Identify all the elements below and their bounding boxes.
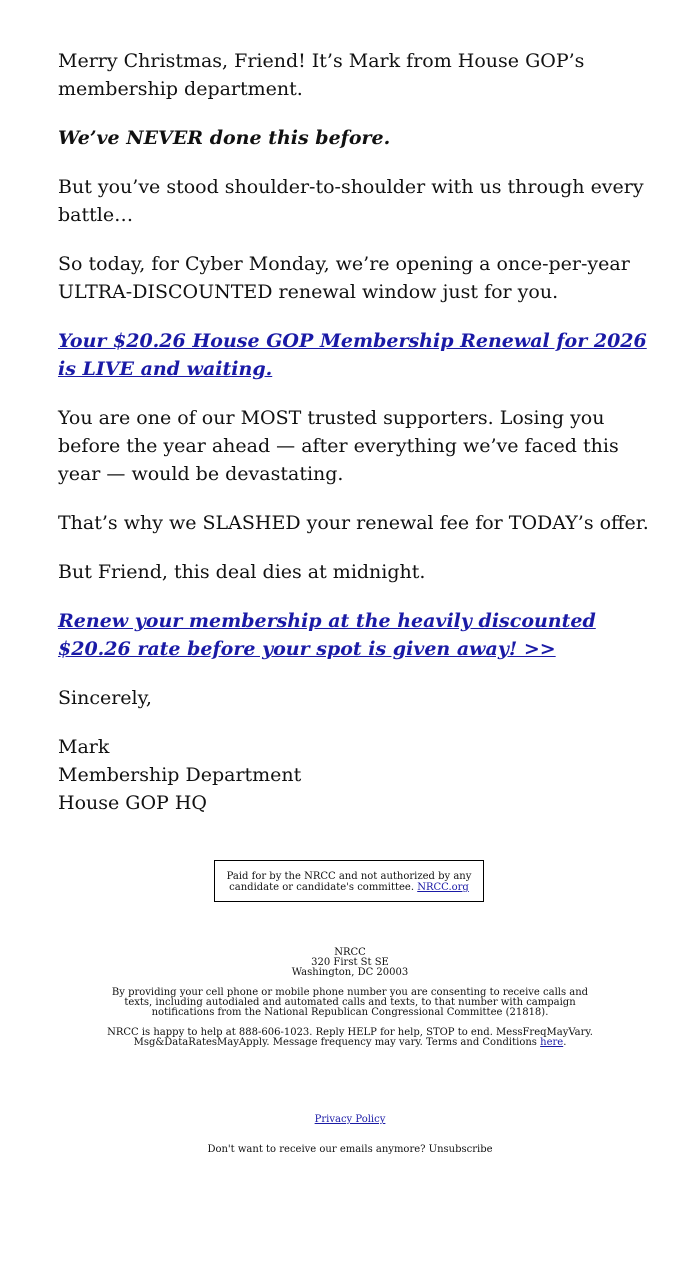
shoulder-paragraph: But you’ve stood shoulder-to-shoulder with us through every battle… <box>58 176 644 226</box>
help-text: NRCC is happy to help at 888-606-1023. Reply HELP for help, STOP to end. MessFreqMayVary. Msg&DataRatesMayApply. Message frequency may vary. Terms and Conditions <box>107 1027 593 1048</box>
never-done-heading: We’ve NEVER done this before. <box>58 127 391 149</box>
cyber-monday-paragraph: So today, for Cyber Monday, we’re opening a once-per-year ULTRA-DISCOUNTED renewal window just for you. <box>58 253 630 303</box>
cta2-paragraph <box>58 607 658 663</box>
greeting-paragraph: Merry Christmas, Friend! It’s Mark from House GOP’s membership department. <box>58 50 585 100</box>
slashed-paragraph: That’s why we SLASHED your renewal fee for TODAY’s offer. <box>58 512 649 534</box>
closing-paragraph: Sincerely, <box>58 687 152 709</box>
footer-street: 320 First St SE <box>311 957 389 968</box>
signature-department: Membership Department <box>58 764 302 786</box>
unsubscribe-text[interactable]: Don't want to receive our emails anymore? Unsubscribe <box>207 1144 493 1155</box>
footer-consent <box>100 988 600 1018</box>
help-end: . <box>563 1037 567 1048</box>
renewal-live-link[interactable]: Your $20.26 House GOP Membership Renewal for 2026 is LIVE and waiting. <box>58 330 647 380</box>
midnight-paragraph: But Friend, this deal dies at midnight. <box>58 561 426 583</box>
paid-for-disclaimer <box>214 860 484 902</box>
footer-privacy <box>100 1115 600 1125</box>
signature-organization: House GOP HQ <box>58 792 208 814</box>
footer-unsubscribe <box>100 1145 600 1155</box>
footer-address <box>100 948 600 978</box>
footer-help <box>100 1028 600 1048</box>
footer-org: NRCC <box>334 947 366 958</box>
terms-link[interactable]: here <box>540 1037 564 1048</box>
signature-name: Mark <box>58 736 110 758</box>
message-content <box>58 47 658 838</box>
consent-text: By providing your cell phone or mobile phone number you are consenting to receive calls and texts, including autodialed and automated calls and texts, to that number with campaign notifications from the National Republican Congressional Committee (21818). <box>111 987 589 1018</box>
cta1-paragraph <box>58 327 658 383</box>
signature-block <box>58 733 658 817</box>
trusted-paragraph: You are one of our MOST trusted supporters. Losing you before the year ahead — after everything we’ve faced this year — would be devastating. <box>58 407 619 485</box>
footer-city: Washington, DC 20003 <box>291 967 409 978</box>
renew-membership-link[interactable]: Renew your membership at the heavily discounted $20.26 rate before your spot is given away! >> <box>58 610 596 660</box>
nrcc-org-link[interactable]: NRCC.org <box>417 882 469 893</box>
disclaimer-text: Paid for by the NRCC and not authorized by any candidate or candidate's committee. <box>226 871 472 893</box>
privacy-policy-link[interactable]: Privacy Policy <box>314 1114 386 1125</box>
